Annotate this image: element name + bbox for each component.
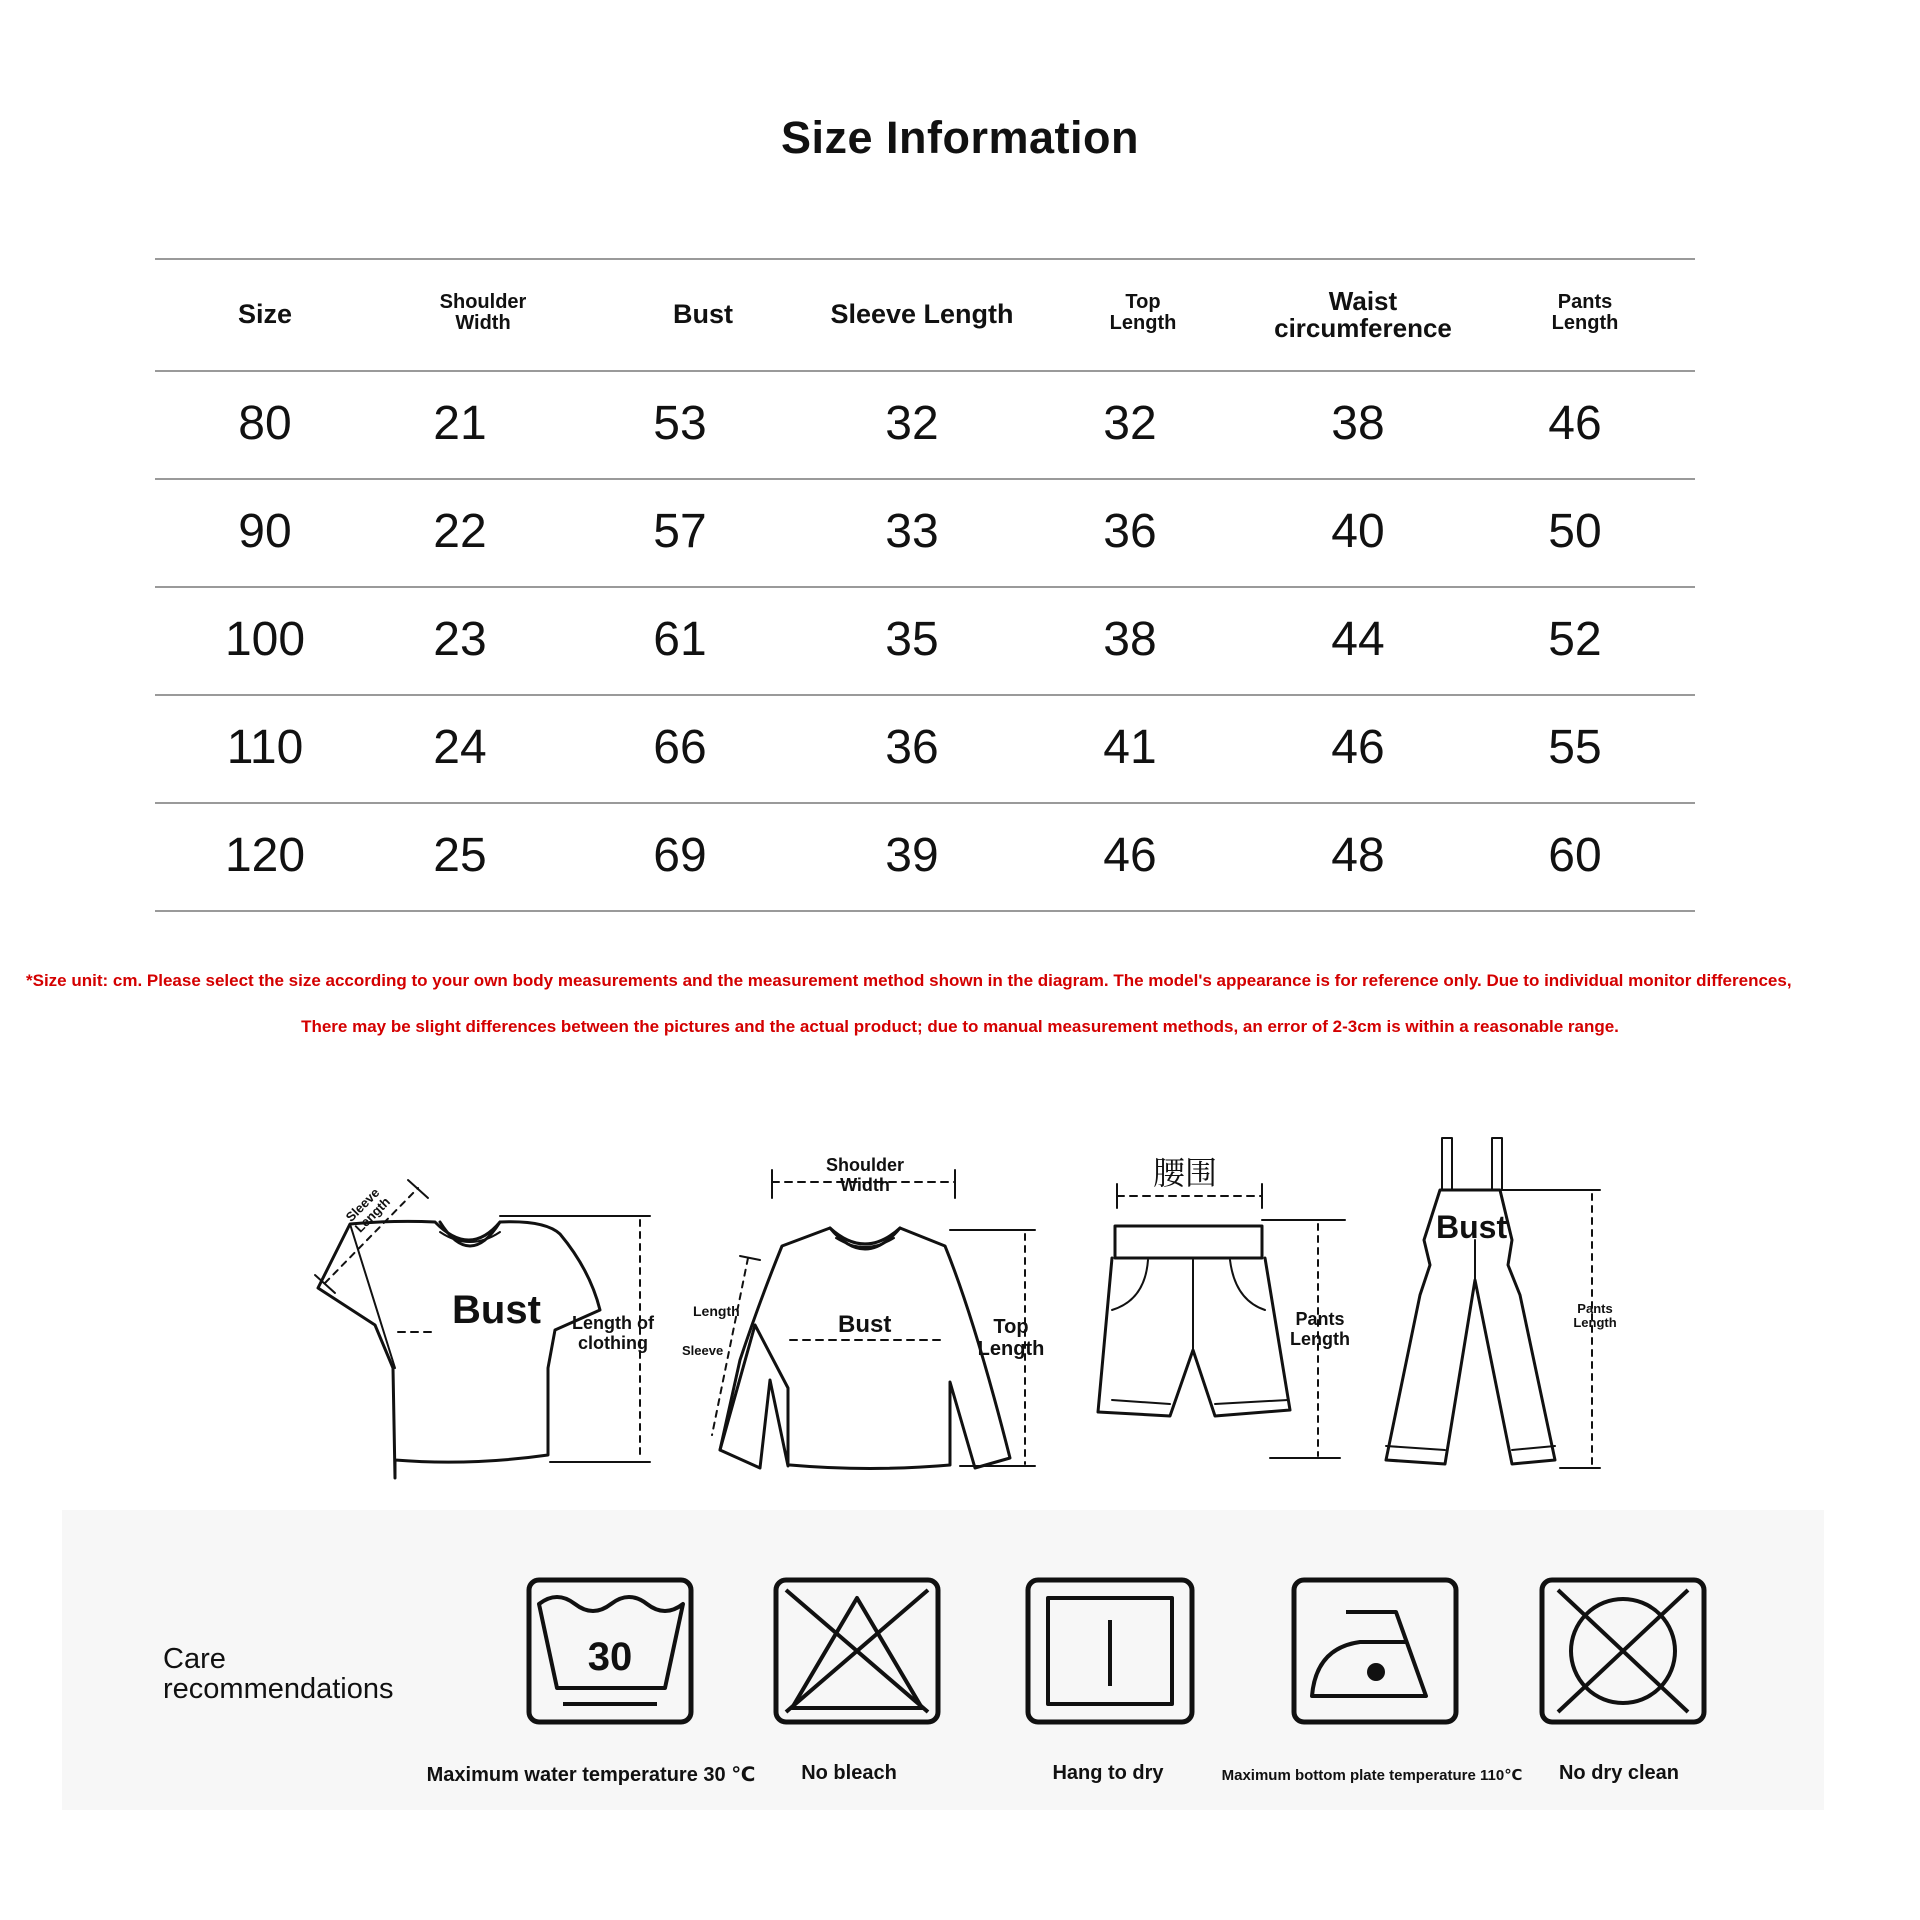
- table-cell: 33: [885, 505, 939, 558]
- table-cell: 35: [885, 613, 939, 666]
- table-cell: 23: [433, 613, 487, 666]
- table-cell: 38: [1103, 613, 1157, 666]
- page-title: Size Information: [780, 112, 1140, 163]
- table-cell-size: 100: [224, 613, 306, 666]
- header-sleeve-length: Sleeve Length: [830, 299, 1014, 329]
- table-cell: 41: [1103, 721, 1157, 774]
- tshirt-sleeve-label: Sleeve Length: [342, 1184, 394, 1236]
- iron-icon: [1290, 1576, 1460, 1726]
- table-cell: 53: [653, 397, 707, 450]
- sweater-sleeve-label-b: Sleeve: [682, 1343, 724, 1358]
- table-cell: 36: [885, 721, 939, 774]
- table-rule: [155, 478, 1695, 480]
- table-cell: 40: [1331, 505, 1385, 558]
- care-title: Care recommendations: [163, 1643, 394, 1706]
- table-rule: [155, 258, 1695, 260]
- sweater-shoulder-label: Shoulder Width: [825, 1155, 904, 1195]
- header-shoulder-width: Shoulder Width: [439, 291, 527, 334]
- shorts-waist-label: 腰围: [1153, 1154, 1218, 1192]
- table-cell: 32: [885, 397, 939, 450]
- care-panel: [62, 1510, 1824, 1810]
- table-cell: 69: [653, 829, 707, 882]
- table-cell: 38: [1331, 397, 1385, 450]
- care-label-dry-clean: No dry clean: [1558, 1762, 1680, 1784]
- care-label-wash: Maximum water temperature 30 ℃: [426, 1764, 756, 1786]
- table-cell: 36: [1103, 505, 1157, 558]
- header-pants-length: Pants Length: [1551, 291, 1619, 334]
- table-cell: 61: [653, 613, 707, 666]
- table-cell: 55: [1548, 721, 1602, 774]
- measurement-diagrams: [0, 1120, 1920, 1490]
- table-cell-size: 90: [238, 505, 292, 558]
- care-label-dry: Hang to dry: [1052, 1762, 1164, 1784]
- size-note-line-1: *Size unit: cm. Please select the size according to your own body measurements and the measurement method shown in the diagram. The model's appearance is for reference only. Due to individual monitor differences,: [26, 971, 1792, 990]
- header-waist: Waist circumference: [1274, 286, 1452, 344]
- table-rule: [155, 694, 1695, 696]
- table-cell: 57: [653, 505, 707, 558]
- size-note-line-2: There may be slight differences between the pictures and the actual product; due to manual measurement methods, an error of 2-3cm is within a reasonable range.: [301, 1017, 1619, 1036]
- table-cell: 22: [433, 505, 487, 558]
- table-cell: 52: [1548, 613, 1602, 666]
- table-rule: [155, 910, 1695, 912]
- table-cell: 50: [1548, 505, 1602, 558]
- table-cell: 60: [1548, 829, 1602, 882]
- overalls-bust-label: Bust: [1436, 1209, 1508, 1245]
- table-cell-size: 120: [224, 829, 306, 882]
- header-size: Size: [237, 299, 293, 329]
- wash-30-icon: [525, 1576, 695, 1726]
- table-cell-size: 80: [238, 397, 292, 450]
- care-label-bleach: No bleach: [801, 1762, 897, 1784]
- table-cell: 46: [1103, 829, 1157, 882]
- table-cell: 24: [433, 721, 487, 774]
- table-cell-size: 110: [226, 721, 304, 774]
- tshirt-bust-label: Bust: [452, 1288, 541, 1332]
- sweater-bust-label: Bust: [838, 1311, 892, 1338]
- tshirt-length-label: Length of clothing: [572, 1313, 654, 1353]
- overalls-pants-label: Pants Length: [1573, 1301, 1617, 1331]
- table-cell: 39: [885, 829, 939, 882]
- no-bleach-icon: [772, 1576, 942, 1726]
- table-cell: 25: [433, 829, 487, 882]
- no-dry-clean-icon: [1538, 1576, 1708, 1726]
- table-rule: [155, 802, 1695, 804]
- table-cell: 46: [1331, 721, 1385, 774]
- table-cell: 46: [1548, 397, 1602, 450]
- sweater-sleeve-label-a: Length: [693, 1303, 740, 1319]
- shorts-pants-label: Pants Length: [1290, 1309, 1350, 1349]
- wash-temp-text: 30: [587, 1635, 633, 1679]
- table-cell: 66: [653, 721, 707, 774]
- header-top-length: Top Length: [1109, 291, 1177, 334]
- table-cell: 21: [433, 397, 487, 450]
- table-rule: [155, 370, 1695, 372]
- sweater-top-label: Top Length: [977, 1316, 1045, 1360]
- hang-dry-icon: [1024, 1576, 1196, 1726]
- table-cell: 44: [1331, 613, 1385, 666]
- header-bust: Bust: [673, 299, 733, 329]
- care-label-iron: Maximum bottom plate temperature 110℃: [1221, 1767, 1523, 1784]
- table-cell: 48: [1331, 829, 1385, 882]
- garment-drawings: [0, 1120, 1920, 1490]
- table-cell: 32: [1103, 397, 1157, 450]
- table-rule: [155, 586, 1695, 588]
